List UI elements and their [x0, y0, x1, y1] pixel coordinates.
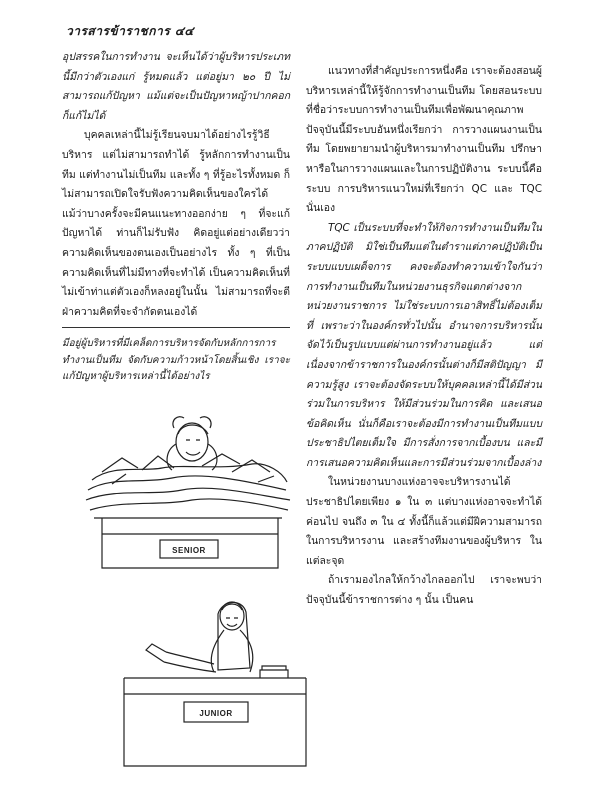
right-column	[306, 62, 542, 611]
caption-divider	[62, 327, 290, 328]
right-paragraph-3: ในหน่วยงานบางแห่งอาจจะบริหารงานได้ประชาธิปไตยเพียง ๑ ใน ๓ แต่บางแห่งอาจจะทำได้ค่อนไป จนถึง ๓ ใน ๔ ทั้งนี้ก็แล้วแต่มีฝีความสามารถในการบริหารงาน และสร้างทีมงานของผู้บริหาร ในแต่ละจุด	[306, 476, 542, 567]
right-paragraph-4: ถ้าเรามองไกลให้กว้างไกลออกไป เราจะพบว่าปัจจุบันนี้ข้าราชการต่าง ๆ นั้น เป็นคน	[306, 574, 542, 607]
left-paragraph-2: บุคคลเหล่านี้ไม่รู้เรียนจบมาได้อย่างไรรู้วิธีบริหาร แต่ไม่สามารถทำได้ รู้หลักการทำงานเป็นทีม แต่ทำงานไม่เป็นทีม และทั้ง ๆ ที่รู้อะไรทั้งหมด ก็ไม่สามารถเปิดใจรับฟังความคิดเห็นของใครได้ แม้ว่าบางครั้งจะมีคนแนะทางออกง่าย ๆ ที่จะแก้ปัญหาได้ ท่านก็ไม่รับฟัง คิดอยู่แต่อย่างเดียวว่า ความคิดเห็นของตนเองเป็นอย่างไร ทั้ง ๆ ที่เป็นความคิดเห็นที่ไม่มีทางที่จะทำได้ เป็นความคิดเห็นที่ไม่เข้าท่าแต่ตัวเองก็หลงอยู่ในนั้น ไม่สามารถที่จะตีฝ่าความคิดที่จะจำกัดตนเองได้	[62, 129, 290, 318]
figure-caption: มีอยู่ผู้บริหารที่มีเคล็ดการบริหารจัดกับหลักการการทำงานเป็นทีม จัดกับความก้าวหน้าโดยสิ้นเชิง เราจะแก้ปัญหาผู้บริหารเหล่านี้ได้อย่างไร	[62, 338, 290, 383]
desk-sign-junior: JUNIOR	[199, 709, 233, 718]
relaxed-junior-cartoon	[110, 590, 326, 772]
right-paragraph-2: TQC เป็นระบบที่จะทำให้กิจการทำงานเป็นทีมในภาคปฏิบัติ มิใช่เป็นทีมแต่ในตำราแต่ภาคปฏิบัติเป็นระบบแบบเผด็จการ คงจะต้องทำความเข้าใจกันว่า การทำงานเป็นทีมในหน่วยงานธุรกิจแตกต่างจากหน่วยงานราชการ ไม่ใช่ระบบการเอาสิทธิ์ไม่ต้องเต็มที่ เพราะว่าในองค์กรทั่วไปนั้น อำนาจการบริหารนั้นจัดไว้เป็นรูปแบบแต่ผ่านการทำงานอยู่แล้ว แต่เนื่องจากข้าราชการในองค์กรนั้นต่างก็มีสติปัญญา มีความรู้สูง เราจะต้องจัดระบบให้บุคคลเหล่านี้ได้มีส่วนร่วมในการบริหาร ให้มีส่วนร่วมในการคิด และเสนอข้อคิดเห็น นั่นก็คือเราจะต้องมีการทำงานเป็นทีมแบบประชาธิปไตยเต็มใจ มีการสั่งการจากเบื้องบน และมีการเสนอความคิดเห็นและการมีส่วนร่วมจากเบื้องล่าง	[306, 221, 542, 469]
left-column	[62, 48, 290, 386]
left-paragraph-1: อุปสรรคในการทำงาน จะเห็นได้ว่าผู้บริหารประเภทนี้มีกว่าตัวเองแก่ รู้หมดแล้ว แต่อยู่มา ๒๐ ปี ไม่สามารถแก้ปัญหา แม้แต่จะเป็นปัญหาหญ้าปากคอกก็แก้ไม่ได้	[62, 51, 290, 122]
overwhelmed-executive-cartoon	[82, 372, 294, 574]
desk-sign-senior: SENIOR	[172, 546, 206, 555]
running-header: วารสารข้าราชการ ๔๔	[66, 24, 194, 38]
right-paragraph-1: แนวทางที่สำคัญประการหนึ่งคือ เราจะต้องสอนผู้บริหารเหล่านี้ให้รู้จักการทำงานเป็นทีม โดยสอนระบบที่ชื่อว่าระบบการทำงานเป็นทีมเพื่อพัฒนาคุณภาพ ปัจจุบันนี้มีระบบอันหนึ่งเรียกว่า การวางแผนงานเป็นทีม โดยพยายามนำผู้บริหารมาทำงานเป็นทีม ปรึกษาหารือในการวางแผนและในการปฏิบัติงาน ระบบนี้คือระบบ การบริหารแนวใหม่ที่เรียกว่า QC และ TQC นั่นเอง	[306, 65, 542, 215]
